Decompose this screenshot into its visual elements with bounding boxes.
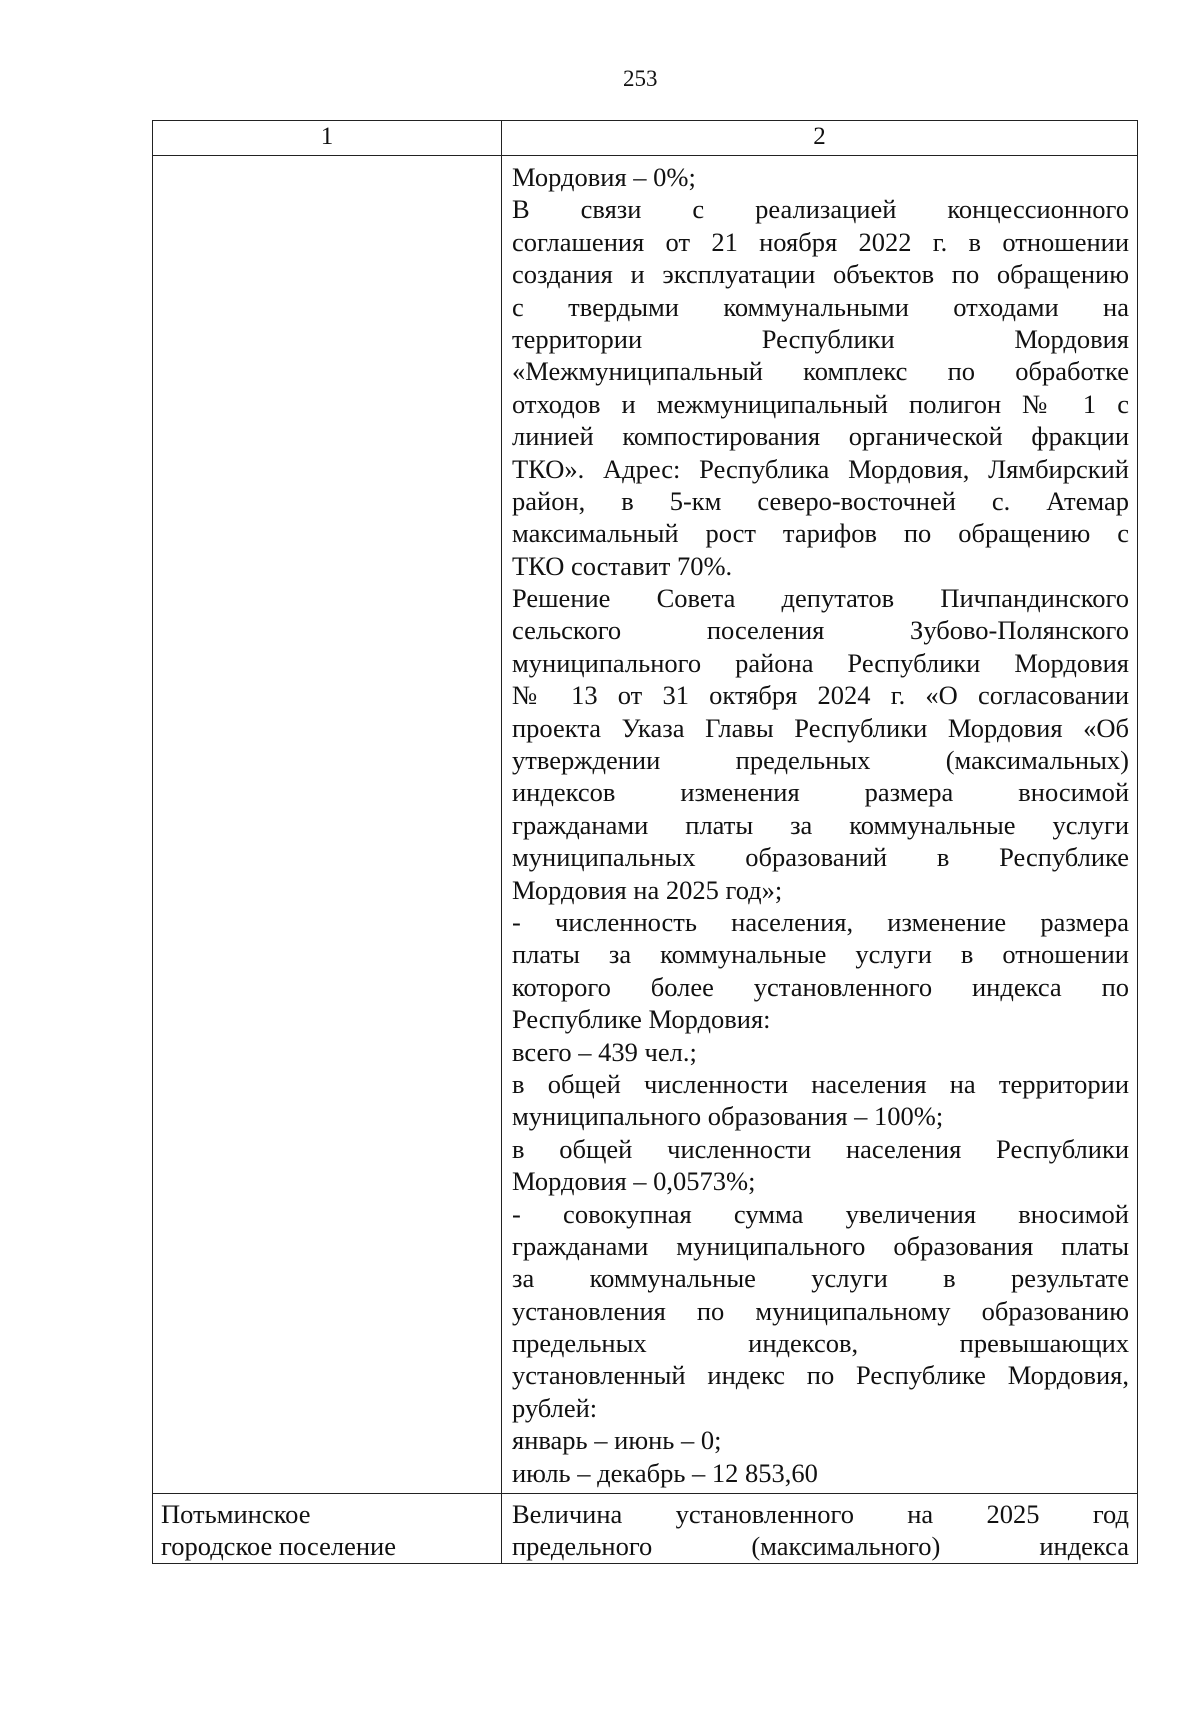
text-line: создания и эксплуатации объектов по обращению <box>512 259 1129 290</box>
text-line: установленный индекс по Республике Мордовия, <box>512 1360 1129 1391</box>
header-column-1: 1 <box>153 121 502 156</box>
text-line: Республике Мордовия: <box>512 1004 771 1035</box>
text-line: отходов и межмуниципальный полигон № 1 с <box>512 388 1129 419</box>
text-line: муниципального района Республики Мордовия <box>512 647 1129 678</box>
text-line: проекта Указа Главы Республики Мордовия «Об <box>512 712 1129 743</box>
text-line: максимальный рост тарифов по обращению с <box>512 518 1129 549</box>
text-line: ТКО». Адрес: Республика Мордовия, Лямбирский <box>512 453 1129 484</box>
text-line: Мордовия – 0%; <box>512 162 696 192</box>
row-potminskoe-col2 <box>502 1494 1138 1564</box>
text-line: июль – декабрь – 12 853,60 <box>512 1457 818 1488</box>
header-column-2: 2 <box>502 121 1138 156</box>
settlement-name-line: Потьминское <box>161 1499 311 1530</box>
text-line: установления по муниципальному образованию <box>512 1295 1129 1326</box>
text-line: предельного (максимального) индекса <box>512 1531 1129 1562</box>
settlement-name-line: городское поселение <box>161 1531 396 1562</box>
text-line: январь – июнь – 0; <box>512 1425 722 1456</box>
text-line: В связи с реализацией концессионного <box>512 194 1129 225</box>
text-line: индексов изменения размера вносимой <box>512 777 1129 808</box>
table-header-row <box>153 121 1138 156</box>
text-line: - совокупная сумма увеличения вносимой <box>512 1198 1129 1229</box>
continued-text-block <box>512 161 1129 1489</box>
text-line: рублей: <box>512 1392 598 1423</box>
table-row-continued <box>153 156 1138 1494</box>
text-line: в общей численности населения Республики <box>512 1133 1129 1164</box>
text-line: Мордовия на 2025 год»; <box>512 874 783 905</box>
text-line: гражданами платы за коммунальные услуги <box>512 809 1129 840</box>
text-line: которого более установленного индекса по <box>512 971 1129 1002</box>
text-line: за коммунальные услуги в результате <box>512 1263 1129 1294</box>
text-line: № 13 от 31 октября 2024 г. «О согласовании <box>512 680 1129 711</box>
text-line: ТКО составит 70%. <box>512 550 733 581</box>
text-line: с твердыми коммунальными отходами на <box>512 291 1129 322</box>
text-line: муниципальных образований в Республике <box>512 842 1129 873</box>
text-line: платы за коммунальные услуги в отношении <box>512 939 1129 970</box>
page-number: 253 <box>623 66 658 91</box>
text-line: район, в 5-км северо-восточней с. Атемар <box>512 485 1129 516</box>
text-line: Величина установленного на 2025 год <box>512 1499 1129 1530</box>
text-line: Решение Совета депутатов Пичпандинского <box>512 583 1129 614</box>
text-line: соглашения от 21 ноября 2022 г. в отношении <box>512 226 1129 257</box>
text-line: гражданами муниципального образования платы <box>512 1230 1129 1261</box>
document-table <box>152 120 1138 1564</box>
row-continued-col2 <box>502 156 1138 1494</box>
text-line: «Межмуниципальный комплекс по обработке <box>512 356 1129 387</box>
text-line: муниципального образования – 100%; <box>512 1101 944 1132</box>
text-line: линией компостирования органической фракции <box>512 421 1129 452</box>
text-line: территории Республики Мордовия <box>512 323 1129 354</box>
text-line: в общей численности населения на территории <box>512 1068 1129 1099</box>
next-text-block <box>512 1498 1129 1563</box>
row-potminskoe-col1 <box>153 1494 502 1564</box>
text-line: сельского поселения Зубово-Полянского <box>512 615 1129 646</box>
text-line: всего – 439 чел.; <box>512 1036 697 1067</box>
text-line: Мордовия – 0,0573%; <box>512 1166 756 1197</box>
text-line: утверждении предельных (максимальных) <box>512 745 1129 776</box>
table-row-potminskoe <box>153 1494 1138 1564</box>
row-continued-col1 <box>153 156 502 1494</box>
text-line: предельных индексов, превышающих <box>512 1328 1129 1359</box>
text-line: - численность населения, изменение размера <box>512 906 1129 937</box>
